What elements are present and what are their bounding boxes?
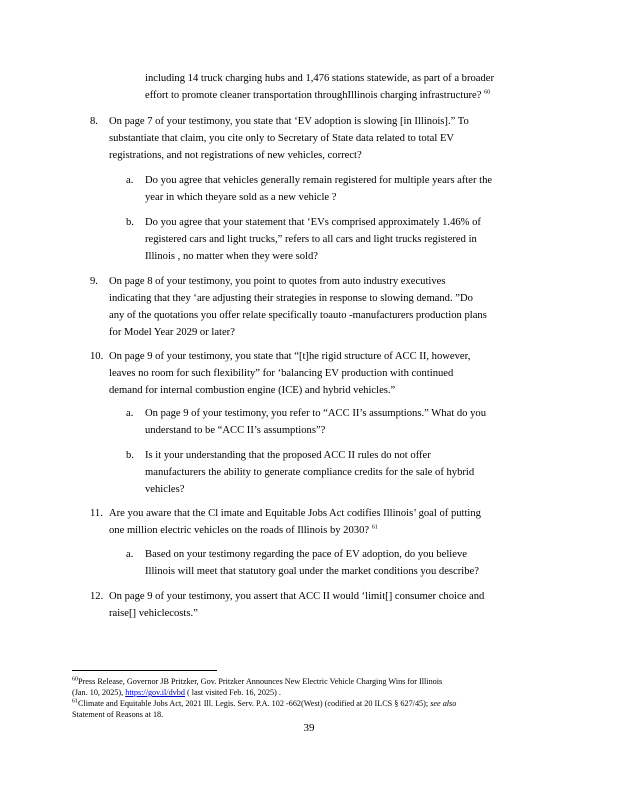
question-number-12: 12. [90,591,104,602]
question-number-9: 9. [90,276,98,287]
footnote-60-line-1: Press Release, Governor JB Pritzker, Gov. Pritzker Announces New Electric Vehicle Charging Wins for Illinois [78,677,443,686]
q10-b-line-2: manufacturers the ability to generate compliance credits for the sale of hybrid [145,467,475,478]
question-number-11: 11. [90,508,103,519]
footnote-61-line-1: Climate and Equitable Jobs Act, 2021 Ill. Legis. Serv. P.A. 102 -662(West) (codified at 20 ILCS § 627/45); [78,699,431,708]
footnote-60-link[interactable]: https://gov.il/dvbd [125,688,185,697]
question-8-text [109,113,539,164]
q10-a-letter: a. [126,408,134,419]
q11-a-line-2: Illinois will meet that statutory goal under the market conditions you describe? [145,566,479,577]
footnote-61-line-2 [72,709,163,720]
footnote-60-last-visited: ( last visited Feb. 16, 2025) . [184,688,281,697]
page-number: 39 [303,722,315,734]
question-number-10: 10. [90,351,104,362]
q10-line-1: On page 9 of your testimony, you state that “[t]he rigid structure of ACC II, however, [109,351,471,362]
q12-line-1: On page 9 of your testimony, you assert that ACC II would ‘limit[] consumer choice and [109,591,485,602]
question-number-8: 8. [90,116,98,127]
footnote-60-date: (Jan. 10, 2025), [72,688,126,697]
question-10-text [109,348,539,399]
q10-a-text [145,405,540,439]
footnote-separator [72,670,217,671]
footnote-60-mark: 60 [72,676,78,683]
q10-line-2: leaves no room for such flexibility” for ‘balancing EV production with continued [109,368,454,379]
q10-a-line-2: understand to be “ACC II’s assumptions”? [145,425,326,436]
q9-line-4: for Model Year 2029 or later? [109,327,235,338]
footnote-61-mark: 61 [72,698,78,705]
q8-line-1: On page 7 of your testimony, you state that ‘EV adoption is slowing [in Illinois].” To [109,116,469,127]
q11-a-line-1: Based on your testimony regarding the pace of EV adoption, do you believe [145,549,467,560]
q12-line-2: raise[] vehiclecosts.” [109,608,198,619]
q11-line-2-text: one million electric vehicles on the roads of Illinois by 2030? [109,525,370,536]
q8-b-line-3: Illinois , no matter when they were sold? [145,251,318,262]
q8-b-line-1: Do you agree that your statement that ‘EVs comprised approximately 1.46% of [145,217,481,228]
question-11-text [109,505,539,539]
footnote-60-line-2 [72,687,281,698]
q8-a-text [145,172,540,206]
intro-paragraph [145,70,540,104]
footnote-60 [72,676,442,687]
q11-line-1: Are you aware that the Cl imate and Equitable Jobs Act codifies Illinois’ goal of putting [109,508,481,519]
q8-line-3: registrations, and not registrations of new vehicles, correct? [109,150,362,161]
q10-a-line-1: On page 9 of your testimony, you refer to “ACC II’s assumptions.” What do you [145,408,487,419]
q8-a-line-2: year in which theyare sold as a new vehicle ? [145,192,337,203]
intro-line-2-text: effort to promote cleaner transportation throughIllinois charging infrastructure? [145,90,482,101]
q8-b-text [145,214,540,265]
q11-line-2 [109,522,539,539]
q10-b-line-3: vehicles? [145,484,185,495]
footnote-ref-61: 61 [371,524,378,531]
footnote-ref-60: 60 [484,89,491,96]
q8-a-line-1: Do you agree that vehicles generally remain registered for multiple years after the [145,175,493,186]
q10-b-text [145,447,540,498]
q11-a-text [145,546,540,580]
q8-b-letter: b. [126,217,134,228]
q8-a-letter: a. [126,175,134,186]
footnote-61-see-also: see also [430,699,457,708]
q9-line-2: indicating that they ‘are adjusting their strategies in response to slowing demand. ”Do [109,293,473,304]
q8-line-2: substantiate that claim, you cite only to Secretary of State data related to total EV [109,133,455,144]
q8-b-line-2: registered cars and light trucks,” refers to all cars and light trucks registered in [145,234,477,245]
question-12-text [109,588,539,622]
footnote-61-statement: Statement of Reasons at 18. [72,710,164,719]
intro-line-1: including 14 truck charging hubs and 1,476 stations statewide, as part of a broader [145,73,495,84]
q9-line-3: any of the quotations you offer relate specifically toauto -manufacturers production plans [109,310,487,321]
footnote-61 [72,698,456,709]
intro-line-2 [145,87,540,104]
q9-line-1: On page 8 of your testimony, you point to quotes from auto industry executives [109,276,446,287]
q10-b-letter: b. [126,450,134,461]
question-9-text [109,273,539,341]
q10-b-line-1: Is it your understanding that the proposed ACC II rules do not offer [145,450,431,461]
q10-line-3: demand for internal combustion engine (ICE) and hybrid vehicles.” [109,385,396,396]
q11-a-letter: a. [126,549,134,560]
